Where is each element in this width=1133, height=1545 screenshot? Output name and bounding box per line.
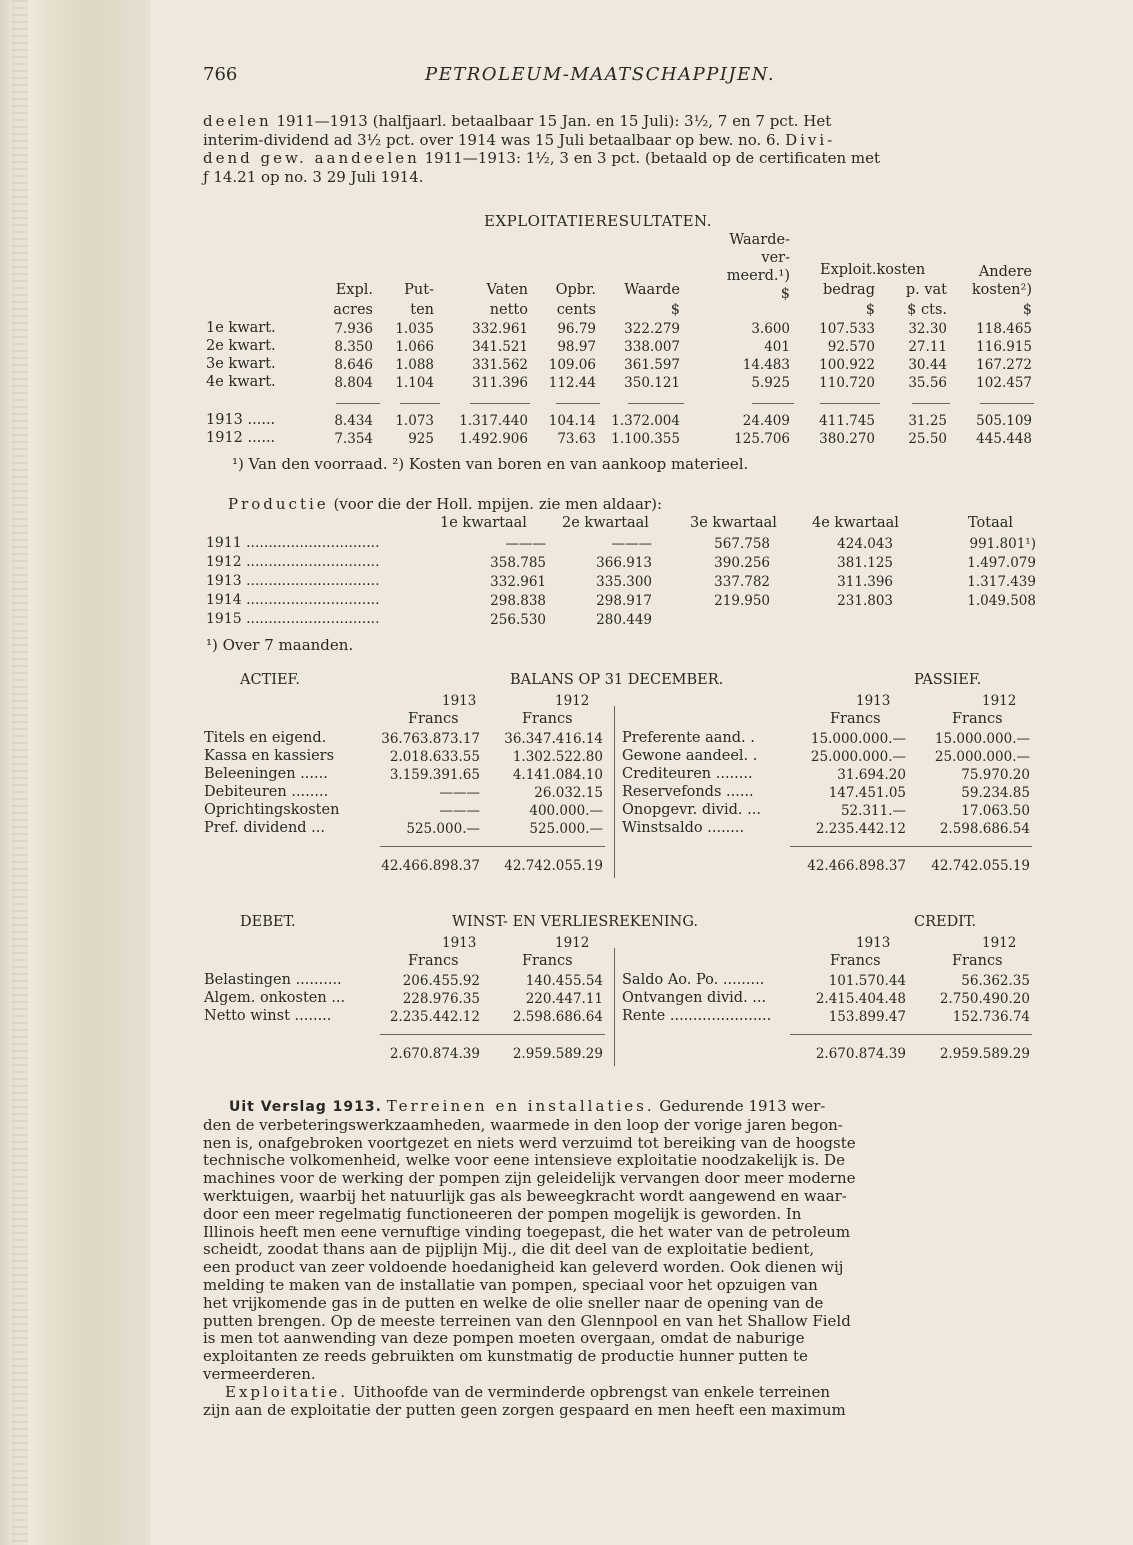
column-header: ver- — [761, 250, 790, 266]
year-header: 1913 — [442, 693, 477, 709]
data-cell: 104.14 — [548, 413, 596, 429]
unit-header: Francs — [952, 711, 1003, 727]
section-title: BALANS OP 31 DECEMBER. — [510, 672, 724, 688]
data-cell: 110.720 — [819, 375, 875, 391]
text-line: putten brengen. Op de meeste terreinen van den Glennpool en van het Shallow Field — [203, 1311, 851, 1330]
data-cell: ——— — [439, 785, 480, 801]
text-line: scheidt, zoodat thans aan de pijplijn Mij., die dit deel van de exploitatie bedient, — [203, 1240, 815, 1259]
column-header: $ — [1022, 302, 1032, 318]
data-cell: 1.492.906 — [459, 431, 528, 447]
row-label: Pref. dividend ... — [204, 820, 326, 836]
column-header: Expl. — [335, 282, 373, 298]
column-header: 3e kwartaal — [690, 515, 777, 531]
year-header: 1912 — [982, 935, 1017, 951]
data-cell: 206.455.92 — [402, 973, 480, 989]
data-cell: 1.302.522.80 — [512, 749, 603, 765]
text-line: melding te maken van de installatie van pompen, speciaal voor het opzuigen van — [203, 1275, 818, 1294]
data-cell: 52.311.— — [840, 803, 906, 819]
total-cell: 2.670.874.39 — [389, 1046, 480, 1062]
data-cell: 341.521 — [472, 339, 528, 355]
spaced-word: dend gew. aandeelen — [203, 149, 420, 167]
data-cell: 331.562 — [472, 357, 528, 373]
year-header: 1913 — [442, 935, 477, 951]
data-cell: 424.043 — [837, 536, 893, 552]
data-cell: 27.11 — [908, 339, 947, 355]
row-label: 4e kwart. — [206, 374, 276, 390]
data-cell: 101.570.44 — [828, 973, 906, 989]
data-cell: 17.063.50 — [961, 803, 1030, 819]
data-cell: 381.125 — [837, 555, 893, 571]
data-cell: 1.066 — [395, 339, 434, 355]
total-cell: 2.670.874.39 — [815, 1046, 906, 1062]
data-cell: 31.694.20 — [837, 767, 906, 783]
total-cell: 42.742.055.19 — [504, 858, 603, 874]
exploitatie-footnote: ¹) Van den voorraad. ²) Kosten van boren en van aankoop materieel. — [232, 455, 749, 473]
text-line: nen is, onafgebroken voortgezet en niets werd verzuimd tot bereiking van de hoogste — [203, 1133, 856, 1152]
data-cell: 525.000.— — [406, 821, 480, 837]
column-header: 1e kwartaal — [440, 515, 527, 531]
year-header: 1913 — [856, 935, 891, 951]
row-label: Rente ...................... — [622, 1008, 772, 1024]
data-cell: 7.936 — [334, 321, 373, 337]
data-cell: 1.372.004 — [611, 413, 680, 429]
column-header: Opbr. — [555, 282, 596, 298]
text-line: Uithoofde van de verminderde opbrengst van enkele terreinen — [348, 1382, 830, 1401]
data-cell: 1.317.440 — [459, 413, 528, 429]
data-cell: 2.415.404.48 — [815, 991, 906, 1007]
row-label: 1913 .............................. — [206, 573, 380, 589]
data-cell: 280.449 — [596, 612, 652, 628]
text-line: technische volkomenheid, welke voor eene intensieve exploitatie noodzakelijk is. De — [203, 1151, 845, 1170]
row-label: Onopgevr. divid. ... — [622, 802, 761, 818]
data-cell: 2.235.442.12 — [389, 1009, 480, 1025]
year-header: 1913 — [856, 693, 891, 709]
data-cell: 8.804 — [334, 375, 373, 391]
text-line: Illinois heeft men eene vernuftige vinding toegepast, die het water van de petroleum — [203, 1222, 851, 1241]
data-cell: 220.447.11 — [525, 991, 603, 1007]
data-cell: 116.915 — [976, 339, 1032, 355]
data-cell: 14.483 — [742, 357, 790, 373]
spaced-word: Divi- — [785, 130, 836, 149]
unit-header: Francs — [408, 953, 459, 969]
row-label: 1915 .............................. — [206, 611, 380, 627]
data-cell: 361.597 — [624, 357, 680, 373]
data-cell: 15.000.000.— — [934, 731, 1030, 747]
data-cell: 75.970.20 — [961, 767, 1030, 783]
text-line: machines voor de werking der pompen zijn geleidelijk vervangen door meer moderne — [203, 1169, 856, 1188]
data-cell: 107.533 — [819, 321, 875, 337]
row-label: 1913 ...... — [206, 412, 276, 428]
data-cell: 1.104 — [395, 375, 434, 391]
data-cell: 25.000.000.— — [810, 749, 906, 765]
data-cell: ——— — [505, 536, 546, 552]
data-cell: 59.234.85 — [961, 785, 1030, 801]
data-cell: 338.007 — [624, 339, 680, 355]
text-line: door een meer regelmatig functioneeren der pompen mogelijk is geworden. In — [203, 1204, 802, 1223]
data-cell: 925 — [408, 431, 434, 447]
column-header: meerd.¹) — [726, 268, 790, 284]
column-header: p. vat — [905, 282, 947, 298]
text-line: het vrijkomende gas in de putten en welke de olie sneller naar de opening van de — [203, 1293, 824, 1312]
row-label: 3e kwart. — [206, 356, 276, 372]
row-label: Titels en eigend. — [204, 730, 327, 746]
data-cell: 100.922 — [819, 357, 875, 373]
column-group-header: Exploit.kosten — [820, 262, 926, 278]
data-cell: 152.736.74 — [952, 1009, 1030, 1025]
data-cell: 298.917 — [596, 593, 652, 609]
data-cell: 1.100.355 — [611, 431, 680, 447]
row-label: Gewone aandeel. . — [622, 748, 758, 764]
row-label: Reservefonds ...... — [622, 784, 754, 800]
data-cell: 26.032.15 — [534, 785, 603, 801]
column-header: Put- — [404, 282, 434, 298]
data-cell: 400.000.— — [529, 803, 603, 819]
row-label: Algem. onkosten ... — [204, 990, 346, 1006]
data-cell: 1.497.079 — [967, 555, 1036, 571]
data-cell: 991.801¹) — [969, 536, 1036, 552]
data-cell: 30.44 — [908, 357, 947, 373]
data-cell: 411.745 — [819, 413, 875, 429]
running-title: PETROLEUM-MAATSCHAPPIJEN. — [425, 64, 776, 85]
data-cell: 567.758 — [714, 536, 770, 552]
data-cell: 445.448 — [976, 431, 1032, 447]
data-cell: 8.646 — [334, 357, 373, 373]
row-label: 1911 .............................. — [206, 535, 380, 551]
column-header: netto — [489, 302, 528, 318]
row-label: Crediteuren ........ — [622, 766, 753, 782]
column-header: Waarde — [624, 282, 680, 298]
column-header: acres — [333, 302, 373, 318]
data-cell: 380.270 — [819, 431, 875, 447]
data-cell: 102.457 — [976, 375, 1032, 391]
data-cell: 231.803 — [837, 593, 893, 609]
data-cell: 228.976.35 — [402, 991, 480, 1007]
data-cell: 298.838 — [490, 593, 546, 609]
data-cell: 1.035 — [395, 321, 434, 337]
text-line: ƒ 14.21 op no. 3 29 Juli 1914. — [203, 167, 424, 186]
text-line: exploitanten ze reeds gebruikten om kunstmatig de productie hunner putten te — [203, 1347, 808, 1366]
row-label: 1914 .............................. — [206, 592, 380, 608]
data-cell: 25.000.000.— — [934, 749, 1030, 765]
data-cell: 358.785 — [490, 555, 546, 571]
data-cell: 332.961 — [472, 321, 528, 337]
data-cell: 56.362.35 — [961, 973, 1030, 989]
data-cell: 36.763.873.17 — [381, 731, 480, 747]
spaced-word: Exploitatie. — [225, 1382, 349, 1401]
data-cell: 390.256 — [714, 555, 770, 571]
column-header: bedrag — [822, 282, 875, 298]
data-cell: 8.350 — [334, 339, 373, 355]
year-header: 1912 — [555, 693, 590, 709]
section-title: WINST- EN VERLIESREKENING. — [452, 914, 698, 930]
data-cell: 147.451.05 — [828, 785, 906, 801]
data-cell: 350.121 — [624, 375, 680, 391]
data-cell: 140.455.54 — [525, 973, 603, 989]
data-cell: 3.159.391.65 — [389, 767, 480, 783]
data-cell: 3.600 — [751, 321, 790, 337]
total-cell: 42.466.898.37 — [807, 858, 906, 874]
data-cell: 125.706 — [734, 431, 790, 447]
row-label: Debiteuren ........ — [204, 784, 329, 800]
text-line: een product van zeer voldoende hoedanigheid kan geleverd worden. Ook dienen wij — [203, 1258, 844, 1277]
column-header: $ cts. — [907, 302, 947, 318]
text-line: (voor die der Holl. mpijen. zie men aldaar): — [328, 495, 662, 513]
data-cell: 167.272 — [976, 357, 1032, 373]
data-cell: 25.50 — [908, 431, 947, 447]
unit-header: Francs — [408, 711, 459, 727]
data-cell: 1.073 — [395, 413, 434, 429]
data-cell: 2.235.442.12 — [815, 821, 906, 837]
data-cell: 2.750.490.20 — [939, 991, 1030, 1007]
data-cell: 311.396 — [837, 574, 893, 590]
rule-line — [790, 1034, 1032, 1035]
data-cell: 24.409 — [742, 413, 790, 429]
page-number: 766 — [203, 64, 238, 85]
section-title-right: PASSIEF. — [914, 672, 982, 688]
column-header: Totaal — [968, 515, 1014, 531]
data-cell: 401 — [764, 339, 790, 355]
data-cell: 219.950 — [714, 593, 770, 609]
spaced-word: Productie — [228, 495, 329, 513]
data-cell: 96.79 — [557, 321, 596, 337]
exploitatie-title: EXPLOITATIERESULTATEN. — [484, 212, 712, 230]
row-label: 1912 ...... — [206, 430, 276, 446]
text-line: 1911—1913 (halfjaarl. betaalbaar 15 Jan. en 15 Juli): 3½, 7 en 7 pct. Het — [271, 112, 832, 130]
data-cell: 15.000.000.— — [810, 731, 906, 747]
text-line: zijn aan de exploitatie der putten geen zorgen gespaard en men heeft een maximum — [203, 1400, 846, 1419]
column-header: $ — [780, 286, 790, 302]
data-cell: 2.598.686.54 — [939, 821, 1030, 837]
spaced-word: deelen — [203, 112, 272, 130]
row-label: Oprichtingskosten — [204, 802, 340, 818]
row-label: Ontvangen divid. ... — [622, 990, 767, 1006]
data-cell: 35.56 — [908, 375, 947, 391]
data-cell: 2.018.633.55 — [389, 749, 480, 765]
column-header: ten — [410, 302, 434, 318]
unit-header: Francs — [522, 711, 573, 727]
row-label: Preferente aand. . — [622, 730, 755, 746]
data-cell: 366.913 — [596, 555, 652, 571]
column-divider — [614, 948, 615, 1066]
text-line: den de verbeteringswerkzaamheden, waarmede in den loop der vorige jaren begon- — [203, 1115, 843, 1134]
unit-header: Francs — [830, 953, 881, 969]
row-label: Belastingen .......... — [204, 972, 342, 988]
column-header: Waarde- — [729, 232, 790, 248]
column-header: $ — [670, 302, 680, 318]
verslag-paragraph — [203, 1098, 1041, 1419]
text-line: vermeerderen. — [203, 1364, 316, 1383]
text-line: interim-dividend ad 3½ pct. over 1914 was 15 Juli betaalbaar op bew. no. 6. — [203, 130, 781, 149]
data-cell: 109.06 — [548, 357, 596, 373]
data-cell: 32.30 — [908, 321, 947, 337]
column-header: kosten²) — [971, 282, 1032, 298]
data-cell: 332.961 — [490, 574, 546, 590]
row-label: Beleeningen ...... — [204, 766, 328, 782]
row-label: 2e kwart. — [206, 338, 276, 354]
section-title-right: CREDIT. — [914, 914, 977, 930]
total-cell: 42.742.055.19 — [931, 858, 1030, 874]
data-cell: 505.109 — [976, 413, 1032, 429]
row-label: Winstsaldo ........ — [622, 820, 745, 836]
data-cell: 31.25 — [908, 413, 947, 429]
spaced-word: Terreinen en installaties. — [386, 1097, 655, 1115]
data-cell: 311.396 — [472, 375, 528, 391]
text-line: Gedurende 1913 wer- — [654, 1097, 826, 1115]
data-cell: 322.279 — [624, 321, 680, 337]
data-cell: 2.598.686.64 — [512, 1009, 603, 1025]
data-cell: 256.530 — [490, 612, 546, 628]
column-header: 4e kwartaal — [812, 515, 899, 531]
section-title-left: DEBET. — [240, 914, 296, 930]
data-cell: 7.354 — [334, 431, 373, 447]
year-header: 1912 — [555, 935, 590, 951]
column-header: 2e kwartaal — [562, 515, 649, 531]
data-cell: 1.088 — [395, 357, 434, 373]
row-label: Netto winst ........ — [204, 1008, 332, 1024]
unit-header: Francs — [830, 711, 881, 727]
text-line: 1911—1913: 1½, 3 en 3 pct. (betaald op de certificaten met — [419, 149, 881, 167]
data-cell: 112.44 — [548, 375, 596, 391]
text-line: is men tot aanwending van deze pompen moeten overgaan, omdat de naburige — [203, 1329, 805, 1348]
data-cell: 36.347.416.14 — [504, 731, 603, 747]
data-cell: 92.570 — [827, 339, 875, 355]
row-label: 1e kwart. — [206, 320, 276, 336]
unit-header: Francs — [522, 953, 573, 969]
unit-header: Francs — [952, 953, 1003, 969]
data-cell: 1.317.439 — [967, 574, 1036, 590]
data-cell: 335.300 — [596, 574, 652, 590]
rule-line — [380, 1034, 605, 1035]
text-line: werktuigen, waarbij het natuurlijk gas als beweegkracht wordt aangewend en waar- — [203, 1186, 847, 1205]
column-header: cents — [556, 302, 596, 318]
data-cell: 118.465 — [976, 321, 1032, 337]
section-title-left: ACTIEF. — [240, 672, 300, 688]
data-cell: 1.049.508 — [967, 593, 1036, 609]
column-header: $ — [865, 302, 875, 318]
data-cell: 525.000.— — [529, 821, 603, 837]
data-cell: 337.782 — [714, 574, 770, 590]
data-cell: ——— — [611, 536, 652, 552]
productie-footnote: ¹) Over 7 maanden. — [206, 636, 354, 654]
data-cell: 8.434 — [334, 413, 373, 429]
total-cell: 2.959.589.29 — [939, 1046, 1030, 1062]
year-header: 1912 — [982, 693, 1017, 709]
row-label: Saldo Ao. Po. ......... — [622, 972, 765, 988]
row-label: Kassa en kassiers — [204, 748, 335, 764]
column-header: Vaten — [486, 282, 528, 298]
data-cell: 98.97 — [557, 339, 596, 355]
total-cell: 42.466.898.37 — [381, 858, 480, 874]
data-cell: ——— — [439, 803, 480, 819]
data-cell: 4.141.084.10 — [512, 767, 603, 783]
total-cell: 2.959.589.29 — [512, 1046, 603, 1062]
row-label: 1912 .............................. — [206, 554, 380, 570]
column-header: Andere — [978, 264, 1032, 280]
verslag-heading: Uit Verslag 1913. — [229, 1099, 382, 1115]
data-cell: 73.63 — [557, 431, 596, 447]
data-cell: 5.925 — [751, 375, 790, 391]
data-cell: 153.899.47 — [828, 1009, 906, 1025]
